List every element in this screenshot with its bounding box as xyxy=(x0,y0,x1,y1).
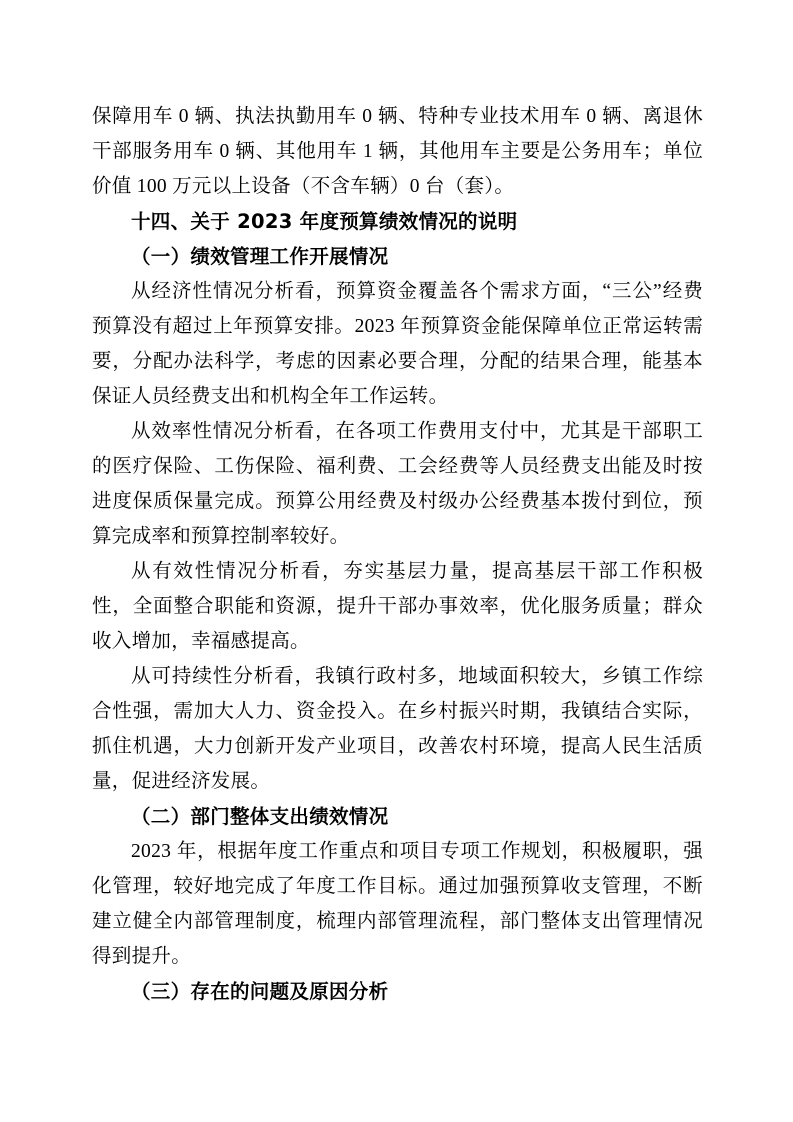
heading-sub-2-overall-expenditure: （二）部门整体支出绩效情况 xyxy=(131,805,389,828)
paragraph-economy-analysis: 从经济性情况分析看，预算资金覆盖各个需求方面，“三公”经费预算没有超过上年预算安排。2023 年预算资金能保障单位正常运转需要，分配办法科学，考虑的因素必要合理，分配的结果合理，能基本保证人员经费支出和机构全年工作运转。 xyxy=(92,281,703,407)
paragraph-vehicle-continuation: 保障用车 0 辆、执法执勤用车 0 辆、特种专业技术用车 0 辆、离退休干部服务用车 0 辆、其他用车 1 辆，其他用车主要是公务用车；单位价值 100 万元以上设备（不含车辆）0 台（套）。 xyxy=(92,106,703,197)
paragraph-effectiveness-analysis: 从有效性情况分析看，夯实基层力量，提高基层干部工作积极性，全面整合职能和资源，提升干部办事效率，优化服务质量；群众收入增加，幸福感提高。 xyxy=(92,561,703,652)
paragraph-efficiency-analysis: 从效率性情况分析看，在各项工作费用支付中，尤其是干部职工的医疗保险、工伤保险、福利费、工会经费等人员经费支出能及时按进度保质保量完成。预算公用经费及村级办公经费基本拨付到位，预算完成率和预算控制率较好。 xyxy=(92,421,703,547)
heading-sub-3-problems-analysis: （三）存在的问题及原因分析 xyxy=(131,980,389,1003)
paragraph-overall-expenditure-performance: 2023 年，根据年度工作重点和项目专项工作规划，积极履职，强化管理，较好地完成了年度工作目标。通过加强预算收支管理，不断建立健全内部管理制度，梳理内部管理流程，部门整体支出管理情况得到提升。 xyxy=(92,841,703,967)
paragraph-sustainability-analysis: 从可持续性分析看，我镇行政村多，地域面积较大，乡镇工作综合性强，需加大人力、资金投入。在乡村振兴时期，我镇结合实际，抓住机遇，大力创新开发产业项目，改善农村环境，提高人民生活质量，促进经济发展。 xyxy=(92,666,703,792)
heading-section-14: 十四、关于 2023 年度预算绩效情况的说明 xyxy=(131,210,518,233)
heading-sub-1-performance-management: （一）绩效管理工作开展情况 xyxy=(131,245,389,268)
